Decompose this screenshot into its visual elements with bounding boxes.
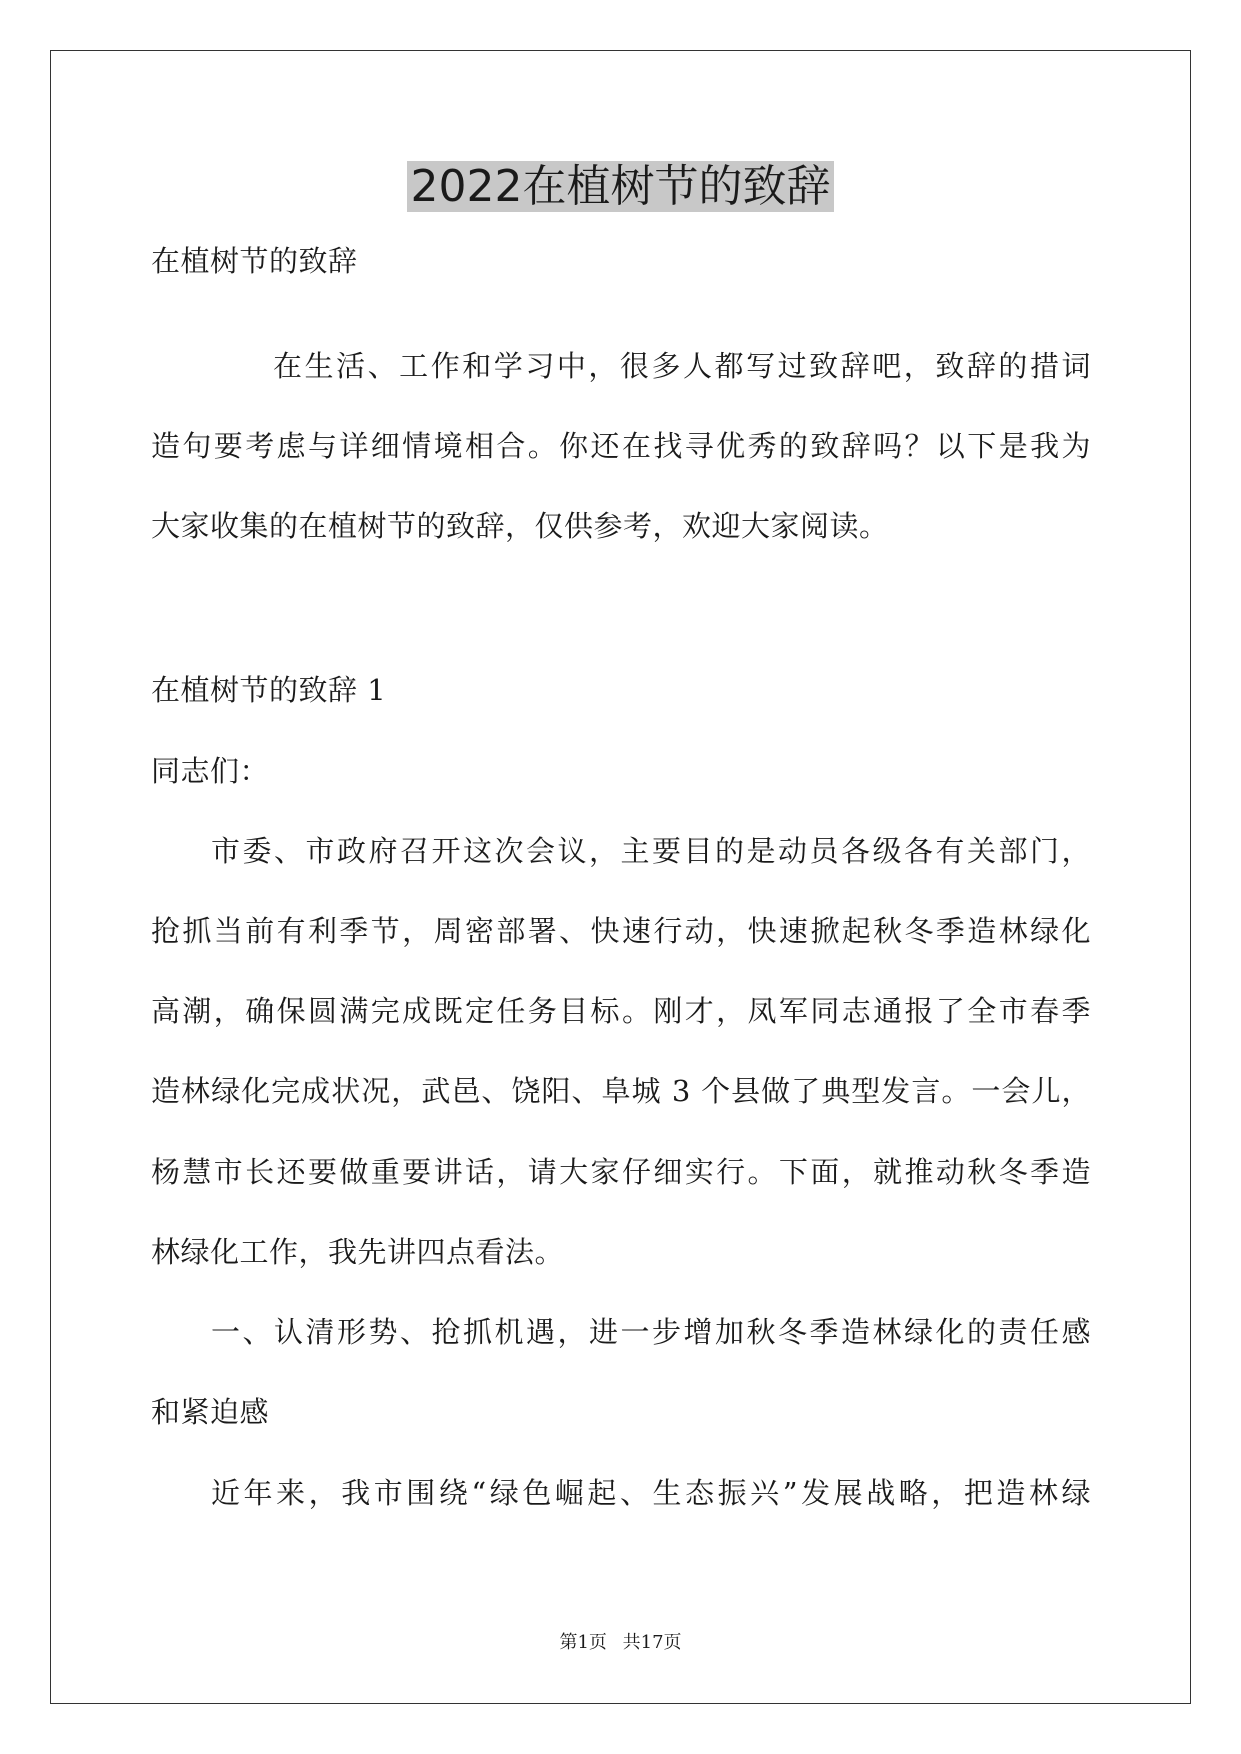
body-paragraph-1-line-4: 造林绿化完成状况，武邑、饶阳、阜城 3 个县做了典型发言。一会儿， xyxy=(151,1074,1091,1108)
intro-paragraph-line-2: 造句要考虑与详细情境相合。你还在找寻优秀的致辞吗？以下是我为 xyxy=(151,429,1091,463)
body-paragraph-1-line-5: 杨慧市长还要做重要讲话，请大家仔细实行。下面，就推动秋冬季造 xyxy=(151,1155,1091,1189)
body-paragraph-2-line-1: 近年来，我市围绕“绿色崛起、生态振兴”发展战略，把造林绿 xyxy=(211,1476,1091,1510)
point-one-heading-line-2: 和紧迫感 xyxy=(151,1395,270,1429)
intro-paragraph-line-1: 在生活、工作和学习中，很多人都写过致辞吧，致辞的措词 xyxy=(273,349,1091,383)
salutation: 同志们： xyxy=(151,754,270,788)
body-paragraph-1-line-3: 高潮，确保圆满完成既定任务目标。刚才，凤军同志通报了全市春季 xyxy=(151,994,1091,1028)
body-paragraph-1-line-2: 抢抓当前有利季节，周密部署、快速行动，快速掀起秋冬季造林绿化 xyxy=(151,914,1091,948)
page-border xyxy=(50,50,1191,1704)
body-paragraph-1-line-1: 市委、市政府召开这次会议，主要目的是动员各级各有关部门， xyxy=(211,834,1091,868)
body-paragraph-1-line-6: 林绿化工作，我先讲四点看法。 xyxy=(151,1235,565,1269)
page-number: 第1页 共17页 xyxy=(559,1632,682,1653)
section-heading-1: 在植树节的致辞 1 xyxy=(151,673,387,707)
subtitle: 在植树节的致辞 xyxy=(151,244,358,278)
point-one-heading-line-1: 一、认清形势、抢抓机遇，进一步增加秋冬季造林绿化的责任感 xyxy=(211,1315,1091,1349)
intro-paragraph-line-3: 大家收集的在植树节的致辞，仅供参考，欢迎大家阅读。 xyxy=(151,509,889,543)
document-title: 2022在植树节的致辞 xyxy=(0,157,1241,217)
